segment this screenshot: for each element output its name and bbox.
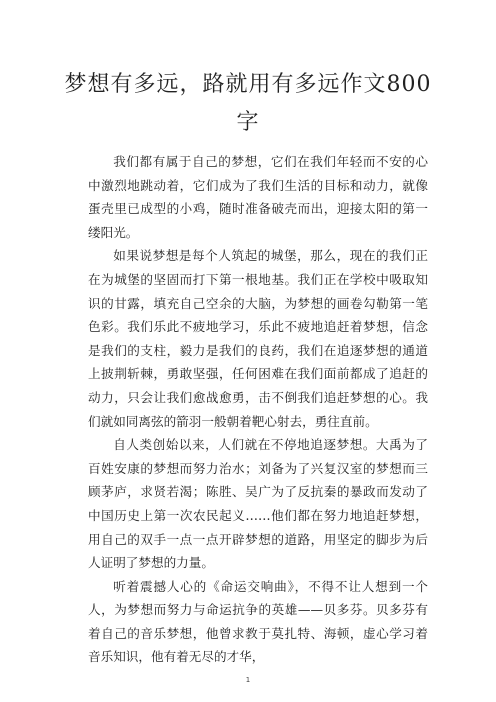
page-number: 1 xyxy=(245,676,251,684)
paragraph-1: 我们都有属于自己的梦想，它们在我们年轻而不安的心中激烈地跳动着，它们成为了我们生活的目标和动力，就像蛋壳里已成型的小鸡，随时准备破壳而出，迎接太阳的第一缕阳光。 xyxy=(88,154,428,240)
paragraph-4: 听着震撼人心的《命运交响曲》，不得不让人想到一个人，为梦想而努力与命运抗争的英雄——贝多芬。贝多芬有着自己的音乐梦想，他曾求教于莫扎特、海顿，虚心学习着音乐知识，他有着无尽的才华， xyxy=(88,578,428,665)
document-title: 梦想有多远，路就用有多远作文800字 xyxy=(64,72,432,135)
document-body xyxy=(88,150,428,669)
paragraph-2: 如果说梦想是每个人筑起的城堡，那么，现在的我们正在为城堡的坚固而打下第一根地基。我们正在学校中吸取知识的甘露，填充自己空余的大脑，为梦想的画卷勾勒第一笔色彩。我们乐此不疲地学习，乐此不疲地追赶着梦想，信念是我们的支柱，毅力是我们的良药，我们在追逐梦想的通道上披荆斩棘，勇敢坚强，任何困难在我们面前都成了追赶的动力，只会让我们愈战愈勇，击不倒我们追赶梦想的心。我们就如同离弦的箭羽一般朝着靶心射去，勇往直前。 xyxy=(88,248,428,429)
paragraph-3: 自人类创始以来，人们就在不停地追逐梦想。大禹为了百姓安康的梦想而努力治水；刘备为了兴复汉室的梦想而三顾茅庐，求贤若渴；陈胜、吴广为了反抗秦的暴政而发动了中国历史上第一次农民起义……他们都在努力地追赶梦想，用自己的双手一点一点开辟梦想的道路，用坚定的脚步为后人证明了梦想的力量。 xyxy=(88,437,428,571)
